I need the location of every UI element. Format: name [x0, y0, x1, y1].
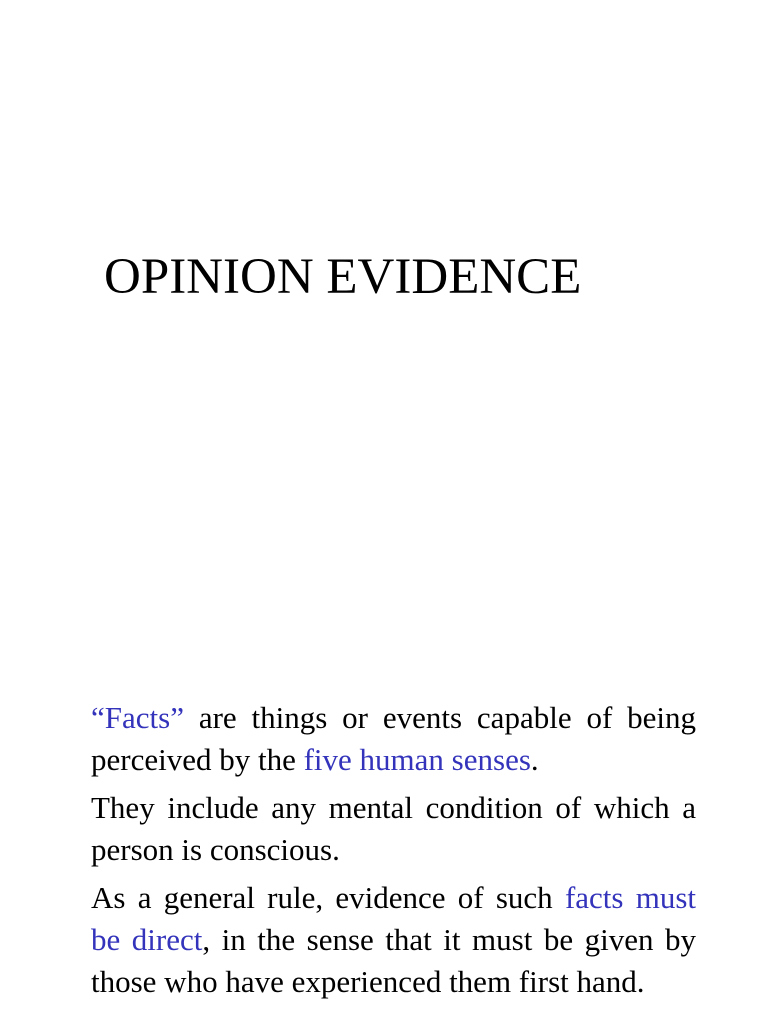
facts-definition-text: are things or events capable of being perceived by the	[91, 700, 696, 777]
paragraph-facts-definition	[91, 697, 696, 781]
five-senses-term: five human senses	[303, 742, 531, 777]
paragraph-direct-evidence	[91, 877, 696, 1003]
slide-title: OPINION EVIDENCE	[104, 249, 582, 305]
mental-condition-text: They include any mental condition of which a person is conscious.	[91, 790, 696, 867]
slide-body	[91, 697, 696, 1009]
direct-evidence-text-a: As a general rule, evidence of such	[91, 880, 565, 915]
direct-facts-term: facts must be direct	[91, 880, 696, 957]
facts-term: “Facts”	[91, 700, 184, 735]
facts-definition-end: .	[530, 742, 539, 777]
paragraph-mental-condition	[91, 787, 696, 871]
direct-evidence-text-b: , in the sense that it must be given by those who have experienced them first hand.	[91, 922, 696, 999]
